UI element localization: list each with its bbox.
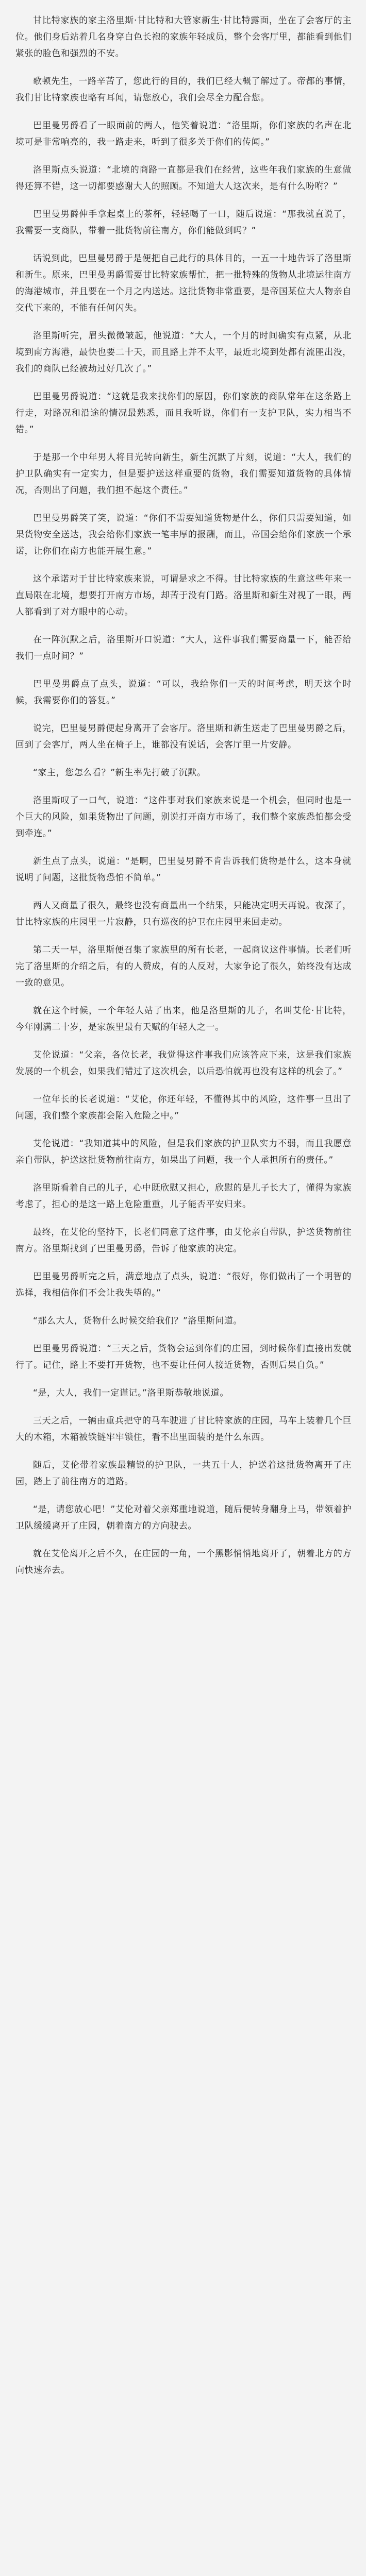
paragraph-23: 艾伦说道：“我知道其中的风险，但是我们家族的护卫队实力不弱，而且我愿意亲自带队，护送这批货物前往南方，如果出了问题，我一个人承担所有的责任。” bbox=[15, 1139, 352, 1165]
paragraph-17: 新生点了点头，说道：“是啊，巴里曼男爵不肯告诉我们货物是什么，这本身就说明了问题，这批货物恐怕不简单。” bbox=[15, 856, 352, 883]
paragraph-32: “是，请您放心吧！”艾伦对着父亲郑重地说道，随后便转身翻身上马，带领着护卫队缓缓离开了庄园，朝着南方的方向驶去。 bbox=[15, 1504, 352, 1531]
paragraph-13: 巴里曼男爵点了点头，说道：“可以，我给你们一天的时间考虑，明天这个时候，我需要你们的答复。” bbox=[15, 679, 352, 706]
paragraph-25: 最终，在艾伦的坚持下，长老们同意了这件事，由艾伦亲自带队，护送货物前往南方。洛里斯找到了巴里曼男爵，告诉了他家族的决定。 bbox=[15, 1227, 352, 1254]
paragraph-3: 巴里曼男爵看了一眼面前的两人，他笑着说道：“洛里斯，你们家族的名声在北境可是非常响亮的，我一路走来，听到了很多关于你们的传闻。” bbox=[15, 121, 352, 147]
paragraph-29: “是，大人，我们一定谨记。”洛里斯恭敬地说道。 bbox=[33, 1388, 229, 1398]
paragraph-6: 话说到此，巴里曼男爵于是便把自己此行的具体目的，一五一十地告诉了洛里斯和新生。原来，巴里曼男爵需要甘比特家族帮忙，把一批特殊的货物从北境运往南方的海港城市，并且要在一个月之内送达。这批货物非常重要，是帝国某位大人物亲自交代下来的，不能有任何闪失。 bbox=[15, 253, 352, 313]
paragraph-9: 于是那一个中年男人将目光转向新生，新生沉默了片刻，说道：“大人，我们的护卫队确实有一定实力，但是要护送这样重要的货物，我们需要知道货物的具体情况，否则出了问题，我们担不起这个责任。” bbox=[15, 452, 352, 496]
paragraph-24: 洛里斯看着自己的儿子，心中既欣慰又担心，欣慰的是儿子长大了，懂得为家族考虑了，担心的是这一路上危险重重，儿子能否平安归来。 bbox=[15, 1183, 352, 1210]
article-body bbox=[15, 12, 352, 1579]
paragraph-18: 两人又商量了很久，最终也没有商量出一个结果，只能决定明天再说。夜深了，甘比特家族的庄园里一片寂静，只有巡夜的护卫在庄园里来回走动。 bbox=[15, 901, 352, 927]
paragraph-16: 洛里斯叹了一口气，说道：“这件事对我们家族来说是一个机会，但同时也是一个巨大的风险，如果货物出了问题，别说打开南方市场了，我们整个家族恐怕都会受到牵连。” bbox=[15, 795, 352, 839]
paragraph-27: “那么大人，货物什么时候交给我们？”洛里斯问道。 bbox=[33, 1316, 243, 1326]
paragraph-7: 洛里斯听完，眉头微微皱起，他说道：“大人，一个月的时间确实有点紧，从北境到南方海港，最快也要二十天，而且路上并不太平，最近北境到处都有流匪出没，我们的商队已经被劫过好几次了。” bbox=[15, 331, 352, 374]
paragraph-26: 巴里曼男爵听完之后，满意地点了点头，说道：“很好，你们做出了一个明智的选择，我相信你们不会让我失望的。” bbox=[15, 1272, 352, 1298]
paragraph-22: 一位年长的长老说道：“艾伦，你还年轻，不懂得其中的风险，这件事一旦出了问题，我们整个家族都会陷入危险之中。” bbox=[15, 1094, 352, 1121]
paragraph-31: 随后，艾伦带着家族最精锐的护卫队，一共五十人，护送着这批货物离开了庄园，踏上了前往南方的道路。 bbox=[15, 1460, 352, 1487]
paragraph-8: 巴里曼男爵说道：“这就是我来找你们的原因，你们家族的商队常年在这条路上行走，对路况和沿途的情况最熟悉，而且我听说，你们有一支护卫队，实力相当不错。” bbox=[15, 392, 352, 435]
paragraph-1: 甘比特家族的家主洛里斯·甘比特和大管家新生·甘比特露面，坐在了会客厅的主位。他们身后站着几名身穿白色长袍的家族年轻成员，整个会客厅里，都能看到他们紧张的脸色和强烈的不安。 bbox=[15, 15, 352, 59]
paragraph-12: 在一阵沉默之后，洛里斯开口说道：“大人，这件事我们需要商量一下，能否给我们一点时间？” bbox=[15, 635, 352, 662]
paragraph-20: 就在这个时候，一个年轻人站了出来，他是洛里斯的儿子，名叫艾伦·甘比特，今年刚满二十岁，是家族里最有天赋的年轻人之一。 bbox=[15, 1006, 352, 1032]
paragraph-4: 洛里斯点头说道：“北境的商路一直都是我们在经营，这些年我们家族的生意做得还算不错，这一切都要感谢大人的照顾。不知道大人这次来，是有什么吩咐？” bbox=[15, 165, 352, 192]
paragraph-33: 就在艾伦离开之后不久，在庄园的一角，一个黑影悄悄地离开了，朝着北方的方向快速奔去。 bbox=[15, 1549, 352, 1575]
paragraph-28: 巴里曼男爵说道：“三天之后，货物会运到你们的庄园，到时候你们直接出发就行了。记住，路上不要打开货物，也不要让任何人接近货物，否则后果自负。” bbox=[15, 1344, 352, 1370]
paragraph-11: 这个承诺对于甘比特家族来说，可谓是求之不得。甘比特家族的生意这些年来一直局限在北境，想要打开南方市场，却苦于没有门路。洛里斯和新生对视了一眼，两人都看到了对方眼中的心动。 bbox=[15, 574, 352, 617]
paragraph-10: 巴里曼男爵笑了笑，说道：“你们不需要知道货物是什么，你们只需要知道，如果货物安全送达，我会给你们家族一笔丰厚的报酬，而且，帝国会给你们家族一个承诺，让你们在南方也能开展生意。” bbox=[15, 513, 352, 556]
paragraph-14: 说完，巴里曼男爵便起身离开了会客厅。洛里斯和新生送走了巴里曼男爵之后，回到了会客厅，两人坐在椅子上，谁都没有说话，会客厅里一片安静。 bbox=[15, 723, 352, 750]
paragraph-30: 三天之后，一辆由重兵把守的马车驶进了甘比特家族的庄园，马车上装着几个巨大的木箱，木箱被铁链牢牢锁住，看不出里面装的是什么东西。 bbox=[15, 1416, 352, 1443]
paragraph-21: 艾伦说道：“父亲，各位长老，我觉得这件事我们应该答应下来，这是我们家族发展的一个机会，如果我们错过了这次机会，以后恐怕就再也没有这样的机会了。” bbox=[15, 1050, 352, 1077]
paragraph-15: “家主，您怎么看？”新生率先打破了沉默。 bbox=[33, 768, 206, 778]
paragraph-2: 歌顿先生，一路辛苦了，您此行的目的，我们已经大概了解过了。帝都的事情，我们甘比特家族也略有耳闻，请您放心，我们会尽全力配合您。 bbox=[15, 76, 352, 103]
paragraph-19: 第二天一早，洛里斯便召集了家族里的所有长老，一起商议这件事情。长老们听完了洛里斯的介绍之后，有的人赞成，有的人反对，大家争论了很久，始终没有达成一致的意见。 bbox=[15, 945, 352, 988]
paragraph-5: 巴里曼男爵伸手拿起桌上的茶杯，轻轻喝了一口，随后说道：“那我就直说了，我需要一支商队，带着一批货物前往南方，你们能做到吗？” bbox=[15, 209, 352, 236]
